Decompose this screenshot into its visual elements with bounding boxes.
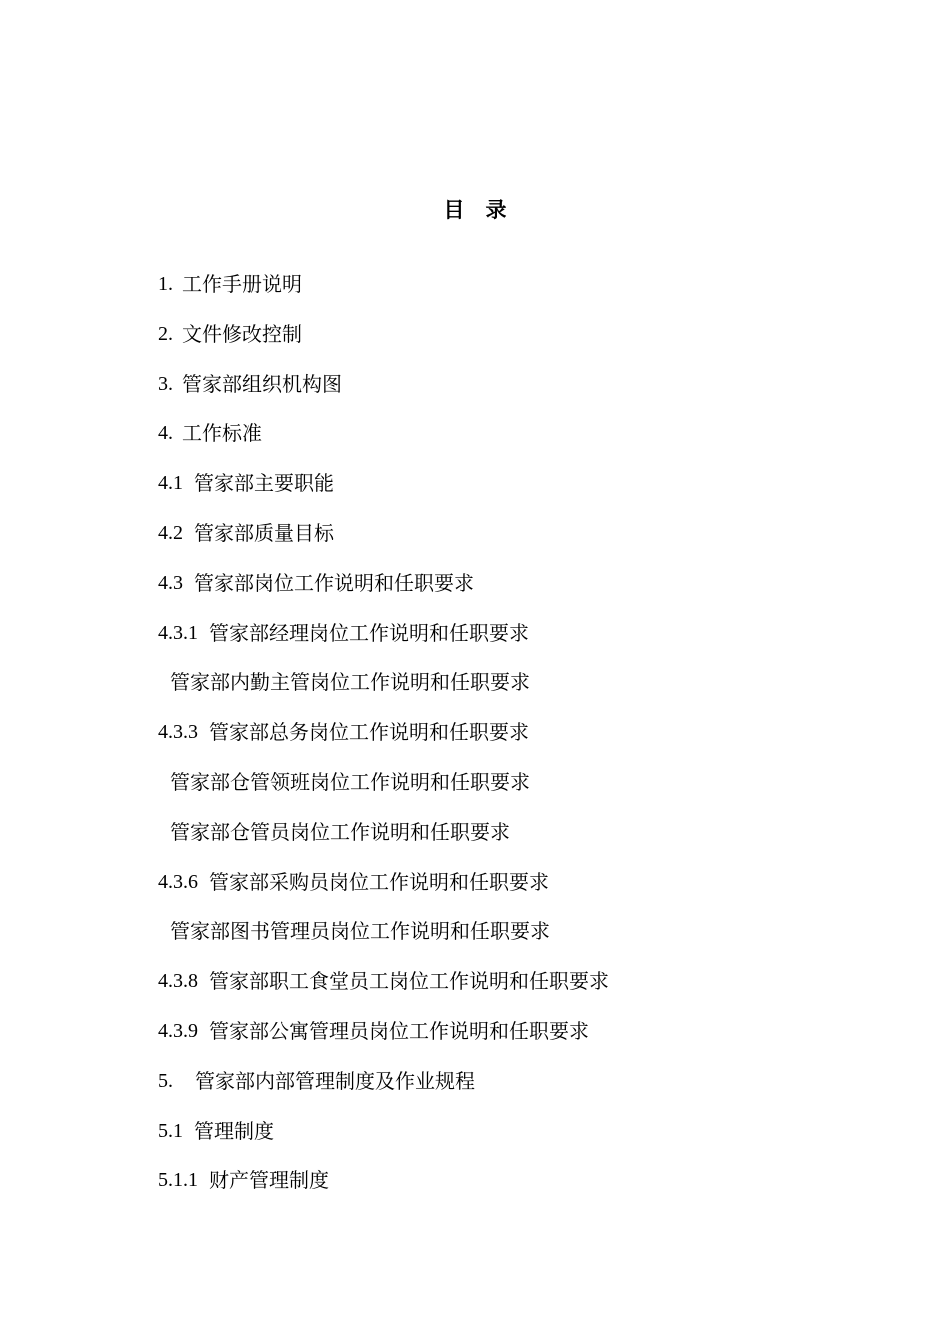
toc-item-label: 工作手册说明 bbox=[182, 272, 302, 296]
toc-item-number: 4.2 bbox=[158, 521, 183, 544]
toc-item-label: 管家部采购员岗位工作说明和任职要求 bbox=[209, 869, 549, 894]
toc-item[interactable] bbox=[158, 1007, 858, 1057]
toc-item-number: 4.3.1 bbox=[158, 621, 198, 644]
toc-item[interactable] bbox=[158, 459, 858, 509]
toc-item-label: 管家部质量目标 bbox=[194, 520, 334, 545]
toc-item-number: 3. bbox=[158, 372, 173, 395]
toc-item-label: 管家部总务岗位工作说明和任职要求 bbox=[209, 720, 529, 745]
toc-item-number: 4.3.3 bbox=[158, 721, 198, 744]
toc-item[interactable] bbox=[158, 858, 858, 908]
toc-item-label: 管家部内勤主管岗位工作说明和任职要求 bbox=[170, 670, 530, 695]
toc-list bbox=[158, 260, 858, 1206]
toc-item-number: 1. bbox=[158, 273, 173, 295]
toc-item-label: 管家部仓管员岗位工作说明和任职要求 bbox=[170, 819, 510, 844]
toc-item-number: 4.3.8 bbox=[158, 970, 198, 993]
toc-item-number: 5.1 bbox=[158, 1119, 183, 1142]
toc-item-number: 4.1 bbox=[158, 472, 183, 495]
toc-item[interactable] bbox=[158, 360, 858, 410]
toc-item[interactable] bbox=[158, 708, 858, 758]
toc-item[interactable] bbox=[158, 310, 858, 360]
toc-item-label: 文件修改控制 bbox=[182, 321, 302, 346]
toc-item-number: 4.3.9 bbox=[158, 1019, 198, 1042]
toc-item-number: 5.1.1 bbox=[158, 1169, 198, 1192]
toc-item-label: 管家部仓管领班岗位工作说明和任职要求 bbox=[170, 769, 530, 794]
toc-item[interactable] bbox=[158, 609, 858, 659]
toc-item[interactable] bbox=[158, 658, 858, 708]
toc-item-label: 管家部岗位工作说明和任职要求 bbox=[194, 570, 474, 595]
toc-item-label: 财产管理制度 bbox=[209, 1168, 329, 1193]
toc-item-label: 管家部内部管理制度及作业规程 bbox=[195, 1068, 475, 1093]
toc-item-number: 4.3 bbox=[158, 571, 183, 594]
toc-item-label: 管家部组织机构图 bbox=[182, 371, 342, 396]
toc-item-label: 管家部职工食堂员工岗位工作说明和任职要求 bbox=[209, 969, 609, 994]
toc-item[interactable] bbox=[158, 1156, 858, 1206]
toc-item-label: 管家部公寓管理员岗位工作说明和任职要求 bbox=[209, 1018, 589, 1043]
toc-item[interactable] bbox=[158, 758, 858, 808]
toc-item-label: 管理制度 bbox=[194, 1118, 274, 1143]
toc-item[interactable] bbox=[158, 409, 858, 459]
toc-item-number: 4.3.6 bbox=[158, 870, 198, 893]
toc-item-label: 管家部经理岗位工作说明和任职要求 bbox=[209, 620, 529, 645]
toc-item[interactable] bbox=[158, 808, 858, 858]
toc-item[interactable] bbox=[158, 1107, 858, 1157]
toc-item[interactable] bbox=[158, 559, 858, 609]
toc-item[interactable] bbox=[158, 957, 858, 1007]
toc-item-label: 管家部图书管理员岗位工作说明和任职要求 bbox=[170, 919, 550, 944]
toc-item-label: 工作标准 bbox=[182, 421, 262, 446]
toc-item-number: 2. bbox=[158, 322, 173, 345]
toc-item[interactable] bbox=[158, 1057, 858, 1107]
toc-item[interactable] bbox=[158, 907, 858, 957]
toc-item-number: 5. bbox=[158, 1069, 173, 1092]
toc-item[interactable] bbox=[158, 260, 858, 310]
toc-item-label: 管家部主要职能 bbox=[194, 471, 334, 496]
toc-item[interactable] bbox=[158, 509, 858, 559]
toc-item-number: 4. bbox=[158, 422, 173, 445]
toc-title: 目 录 bbox=[443, 197, 507, 222]
